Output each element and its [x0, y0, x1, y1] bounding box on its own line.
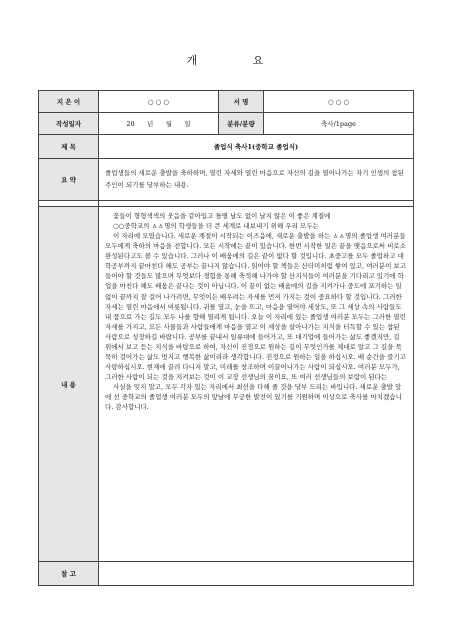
office-value: ○ ○ ○ — [264, 91, 414, 113]
content-row — [39, 207, 414, 562]
document-title: 개 요 — [186, 54, 290, 67]
subject-value: 졸업식 축사1(중학교 졸업식) — [99, 135, 414, 159]
summary-row — [39, 159, 414, 201]
subject-row — [39, 135, 414, 159]
notes-value — [99, 562, 414, 586]
summary-text: 졸업생들의 새로운 출발을 축하하며, 열린 자세와 열린 마음으로 자신의 길을 열어나가는 자기 인생의 참된 주인이 되기를 당부하는 내용. — [99, 159, 414, 201]
subject-label: 제 목 — [39, 135, 99, 159]
date-value — [99, 113, 219, 135]
content-body — [99, 207, 414, 562]
date-row — [39, 113, 414, 135]
category-label: 분류/분량 — [219, 113, 264, 135]
content-paragraph-2: ○○중학교의 ㅿㅿ명의 학생들을 더 큰 세계로 내보내기 위해 우리 모두는 — [113, 222, 319, 231]
content-paragraph-4: 사실을 잊지 말고, 모두 각자 있는 자리에서 최선을 다해 줄 것을 당부 드리는 바입니다. 새로운 출발 앞에 선 중학교의 졸업생 여러분 모두의 앞날에 무궁한 발전이 있기를 기원하며 이상으로 축사를 마치겠습니다. 감사합니다. — [105, 383, 402, 412]
overview-form-table — [38, 90, 414, 586]
notes-row — [39, 562, 414, 586]
author-label: 지 은 이 — [39, 91, 99, 113]
content-label: 내 용 — [39, 207, 99, 562]
author-value: ○ ○ ○ — [99, 91, 219, 113]
date-label: 작성일자 — [39, 113, 99, 135]
author-row — [39, 91, 414, 113]
category-value: 축사/1page — [264, 113, 414, 135]
date-year-unit: 년 — [147, 120, 154, 128]
summary-label: 요 약 — [39, 159, 99, 201]
date-month-unit: 월 — [165, 120, 172, 128]
content-paragraph-1: 꽃들이 형형색색의 웃음을 같아입고 틀별 날도 없이 날지 않은 이 좋은 계절에 — [113, 212, 331, 220]
content-paragraph-3: 이 자리에 모였습니다. 새로운 계절이 시작되는 이즈음에, 새로운 출발을 하는 ㅿㅿ명의 졸업생 여러분들 모두에게 축하의 마음을 전합니다. 모든 시작에는 끝이 있습니다. 한번 시작한 일은 끝을 맺음으로써 비로소 완성된다고도 볼 수 있습니다. 그러나 이 배움에의 길은 끝이 없다 할 것입니다. 초중고를 모두 졸업하고 대학공부까지 끝마친다 해도 공부는 끝나지 않습니다. 읽어야 할 책들은 산더미처럼 쌓여 있고, 여러분이 보고 들어야 할 것들도 많으며 무엇보다 경험을 통해 축적해 나가야 할 산지식들이 여러분을 기다리고 있기에 학업을 마친다 해도 배움은 끝나는 것이 아닙니다. 이 끝이 없는 배움에의 길을 지켜가나 중도에 포기하는 일 없이 끝까지 잘 걸어 나가려면, 무엇이든 배우려는 자세를 먼저 가지는 것이 중요하다 할 것입니다. 그러한 자세는 열린 마음에서 비롯됩니다. 귀를 열고, 눈을 뜨고, 마음을 열어야 세상도, 또 그 세상 속의 사람들도 내 품으로 가는 길도 모두 나를 향해 열리게 됩니다. 오늘 이 자리에 있는 졸업생 여러분 모두는 그러한 열린 자세를 가지고, 모든 사물들과 사람들에게 마음을 열고 이 세상을 살아나가는 지식을 터득할 수 있는 참된 사람으로 성장하길 바랍니다. 공부를 끝내서 일류대에 들어가고, 또 대기업에 들어가는 삶도 좋겠지만, 길 위에서 보고 듣는 지식을 바탕으로 하여, 자신이 진정으로 원하는 길이 무엇인가를 제대로 알고 그 길을 묵묵히 걸어가는 삶도 멋지고 행복한 삶이리라 생각합니다. 진정으로 원하는 일을 하십시오. 배 순간을 즐기고 사랑하십시오. 현재에 끌려 다니지 말고, 미래를 창조하며 이끌어나가는 사람이 되십시오. 여러분 모두가, 그러한 사람이 되는 것을 지켜보는 것이 이 교장 선생님의 꿈이요, 또 여러 선생님들의 보람이 된다는 — [105, 232, 406, 381]
date-year: 20 — [126, 120, 135, 128]
notes-label: 참 고 — [39, 562, 99, 586]
office-label: 서 명 — [219, 91, 264, 113]
date-day-unit: 일 — [184, 120, 191, 128]
